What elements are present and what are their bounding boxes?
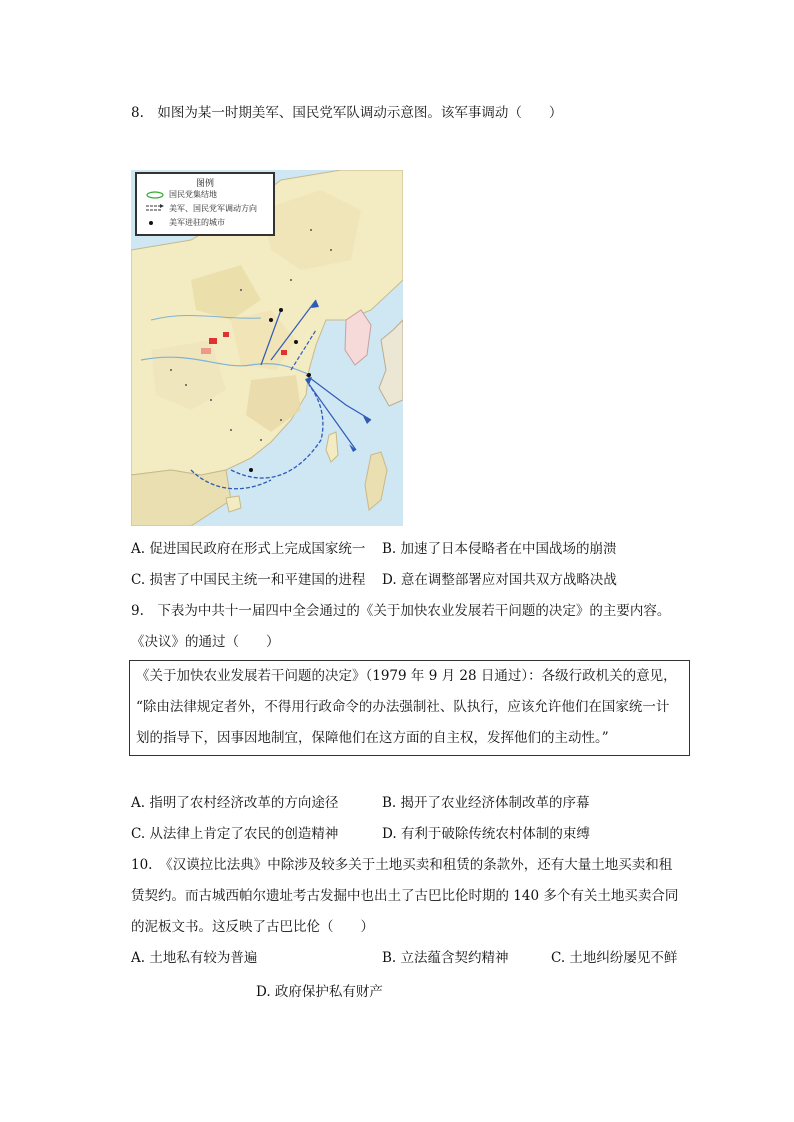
q8-option-c: C. 损害了中国民主统一和平建国的进程 bbox=[131, 572, 366, 588]
city-dot-icon bbox=[145, 220, 165, 226]
q9-stem-line1: 9. 下表为中共十一届四中全会通过的《关于加快农业发展若干问题的决定》的主要内容。 bbox=[131, 603, 671, 619]
q10-option-c: C. 土地纠纷屡见不鲜 bbox=[551, 950, 678, 966]
q9-box-line3: 划的指导下，因事因地制宜，保障他们在这方面的自主权，发挥他们的主动性。” bbox=[136, 730, 609, 746]
q9-option-b: B. 揭开了农业经济体制改革的序幕 bbox=[382, 795, 590, 811]
q8-option-b: B. 加速了日本侵略者在中国战场的崩溃 bbox=[382, 541, 617, 557]
q9-box-line2: “除由法律规定者外，不得用行政命令的办法强制社、队执行，应该允许他们在国家统一计 bbox=[136, 699, 670, 715]
q9-option-c: C. 从法律上肯定了农民的创造精神 bbox=[131, 826, 339, 842]
q10-option-b: B. 立法蕴含契约精神 bbox=[382, 950, 509, 966]
q9-option-d: D. 有利于破除传统农村体制的束缚 bbox=[382, 826, 590, 842]
assembly-area-icon bbox=[145, 191, 165, 199]
map-legend bbox=[135, 172, 275, 236]
legend-item-city: 美军进驻的城市 bbox=[169, 218, 225, 227]
troop-movement-map bbox=[131, 170, 403, 526]
q9-box-line1: 《关于加快农业发展若干问题的决定》（1979 年 9 月 28 日通过）：各级行政机关的意见， bbox=[136, 668, 677, 684]
q9-stem-line2: 《决议》的通过（ ） bbox=[131, 634, 280, 650]
legend-item-assembly: 国民党集结地 bbox=[169, 190, 217, 199]
q8-stem: 8. 如图为某一时期美军、国民党军队调动示意图。该军事调动（ ） bbox=[131, 105, 563, 121]
q10-stem-line2: 赁契约。而古城西帕尔遗址考古发掘中也出土了古巴比伦时期的 140 多个有关土地买卖合同 bbox=[131, 888, 679, 904]
legend-title: 图例 bbox=[195, 179, 214, 189]
q9-quote-box bbox=[129, 660, 690, 756]
q8-option-d: D. 意在调整部署应对国共双方战略决战 bbox=[382, 572, 617, 588]
q8-option-a: A. 促进国民政府在形式上完成国家统一 bbox=[131, 541, 366, 557]
movement-arrow-icon bbox=[145, 203, 165, 213]
q9-option-a: A. 指明了农村经济改革的方向途径 bbox=[131, 795, 339, 811]
q10-option-a: A. 土地私有较为普遍 bbox=[131, 950, 258, 966]
q10-stem-line1: 10. 《汉谟拉比法典》中除涉及较多关于土地买卖和租赁的条款外，还有大量土地买卖和租 bbox=[131, 857, 673, 873]
q10-stem-line3: 的泥板文书。这反映了古巴比伦（ ） bbox=[131, 919, 374, 935]
q10-option-d: D. 政府保护私有财产 bbox=[256, 984, 383, 1000]
legend-item-movement: 美军、国民党军调动方向 bbox=[169, 204, 257, 213]
